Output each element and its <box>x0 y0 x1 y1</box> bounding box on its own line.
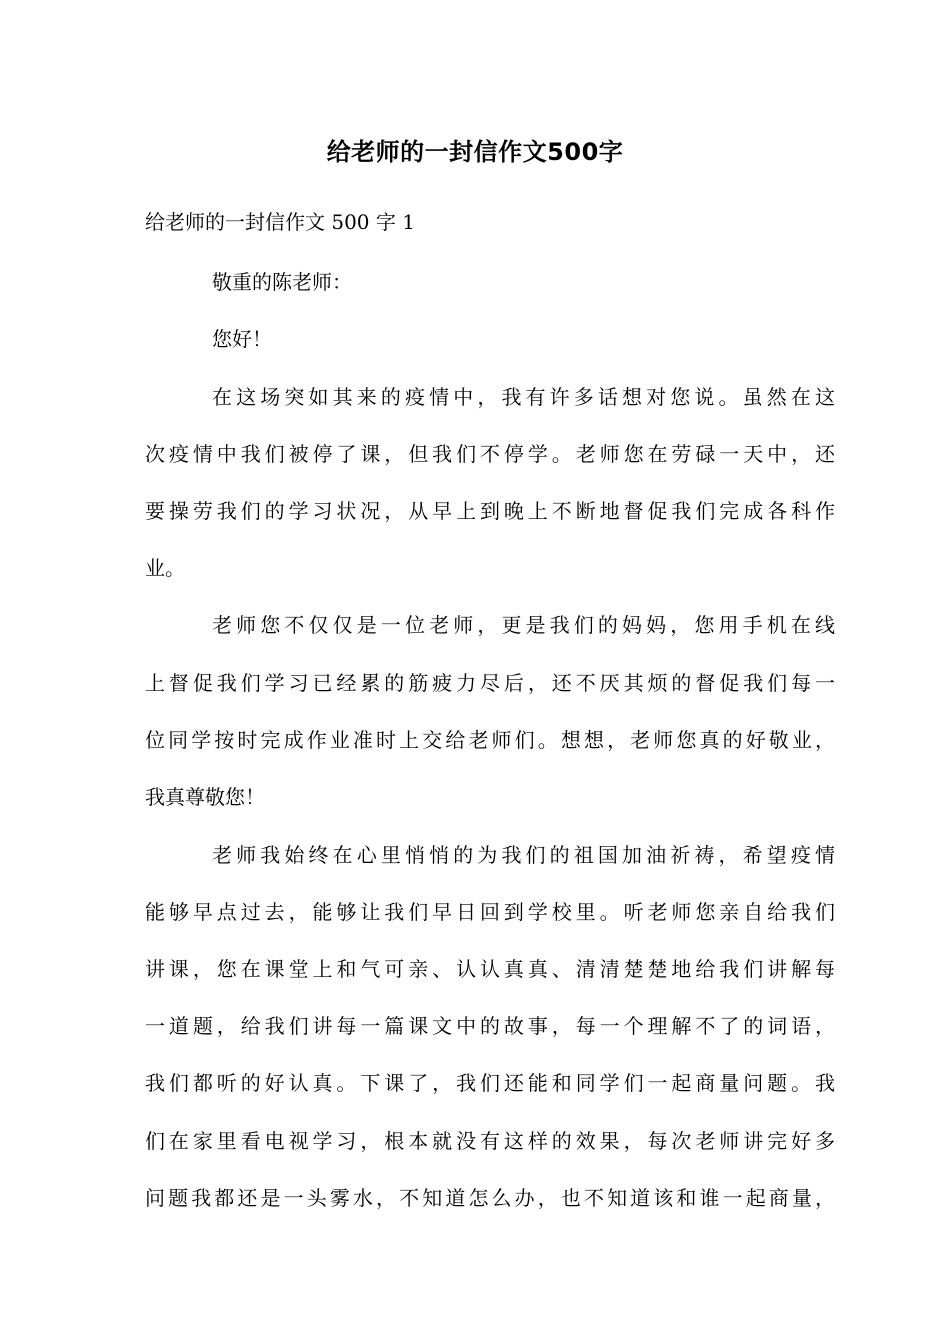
paragraph-line: 位同学按时完成作业准时上交给老师们。想想，老师您真的好敬业， <box>145 728 835 752</box>
paragraph-line: 在这场突如其来的疫情中，我有许多话想对您说。虽然在这 <box>212 385 835 409</box>
paragraph-line: 我真尊敬您！ <box>145 785 265 809</box>
paragraph-line: 问题我都还是一头雾水，不知道怎么办，也不知道该和谁一起商量， <box>145 1186 835 1210</box>
paragraph-line: 上督促我们学习已经累的筋疲力尽后，还不厌其烦的督促我们每一 <box>145 671 835 695</box>
paragraph-line: 一道题，给我们讲每一篇课文中的故事，每一个理解不了的词语， <box>145 1014 835 1038</box>
document-title: 给老师的一封信作文500字 <box>326 138 624 166</box>
paragraph-line: 要操劳我们的学习状况，从早上到晚上不断地督促我们完成各科作 <box>145 499 835 523</box>
paragraph-line: 老师您不仅仅是一位老师，更是我们的妈妈，您用手机在线 <box>212 613 835 637</box>
paragraph-line: 能够早点过去，能够让我们早日回到学校里。听老师您亲自给我们 <box>145 900 835 924</box>
paragraph-line: 老师我始终在心里悄悄的为我们的祖国加油祈祷，希望疫情 <box>212 843 835 867</box>
greeting-line: 您好！ <box>212 327 272 351</box>
paragraph-line: 次疫情中我们被停了课，但我们不停学。老师您在劳碌一天中，还 <box>145 442 835 466</box>
paragraph-line: 我们都听的好认真。下课了，我们还能和同学们一起商量问题。我 <box>145 1071 835 1095</box>
paragraph-line: 讲课，您在课堂上和气可亲、认认真真、清清楚楚地给我们讲解每 <box>145 957 835 981</box>
paragraph-line: 业。 <box>145 556 185 580</box>
salutation-line: 敬重的陈老师： <box>212 270 352 294</box>
document-subtitle: 给老师的一封信作文 500 字 1 <box>145 210 415 234</box>
paragraph-line: 们在家里看电视学习，根本就没有这样的效果，每次老师讲完好多 <box>145 1129 835 1153</box>
